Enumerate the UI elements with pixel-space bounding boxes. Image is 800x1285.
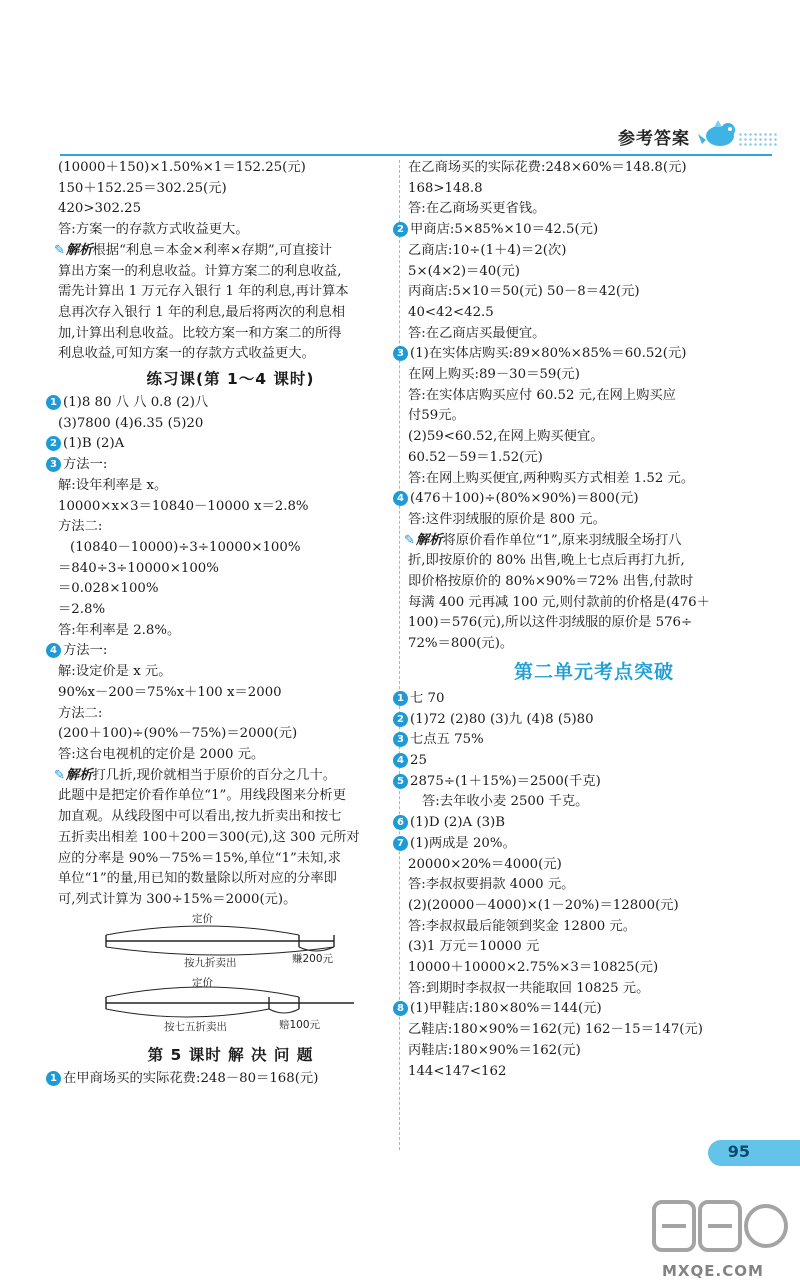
text-line: 答:这台电视机的定价是 2000 元。	[58, 746, 265, 762]
text-line: 付59元。	[408, 408, 465, 424]
question-number-badge: 1	[46, 1071, 61, 1086]
text-line: 100)＝576(元),所以这件羽绒服的原价是 576÷	[408, 615, 693, 631]
text-line: 40<42<42.5	[408, 304, 494, 320]
question-number-badge: 4	[46, 643, 61, 658]
answer-text: 甲商店:5×85%×10＝42.5(元)	[410, 222, 599, 238]
question-line	[397, 751, 780, 772]
text-line: 丙鞋店:180×90%＝162(元)	[408, 1042, 581, 1058]
text-line: (3)1 万元＝10000 元	[408, 939, 540, 955]
text-line: 加,计算出利息收益。比较方案一和方案二的所得	[58, 325, 342, 341]
text-line: 乙鞋店:180×90%＝162(元) 162－15＝147(元)	[408, 1022, 703, 1038]
text-line: 10000＋10000×2.75%×3＝10825(元)	[408, 960, 659, 976]
text-line: 方法二:	[58, 519, 103, 535]
text-line: 丙商店:5×10＝50(元) 50－8＝42(元)	[408, 284, 640, 300]
text-line: 答:年利率是 2.8%。	[58, 622, 181, 638]
text-line: (200＋100)÷(90%－75%)＝2000(元)	[58, 726, 298, 742]
text-line: 方法二:	[58, 705, 103, 721]
pencil-icon: ✎	[404, 532, 415, 548]
question-number-badge: 1	[46, 395, 61, 410]
text-line: 此题中是把定价看作单位“1”。用线段图来分析更	[58, 788, 346, 804]
analysis-tag: 解析	[415, 532, 443, 548]
answer-text: 2875÷(1＋15%)＝2500(千克)	[410, 773, 601, 789]
answer-text: 七点五 75%	[410, 732, 484, 748]
text-line: 每满 400 元再减 100 元,则付款前的价格是(476＋	[408, 594, 710, 610]
text-line: ＝0.028×100%	[58, 581, 159, 597]
text-line: 10000×x×3＝10840－10000 x＝2.8%	[58, 498, 309, 514]
header-dots	[738, 132, 778, 146]
text-line: 算出方案一的利息收益。计算方案二的利息收益,	[58, 263, 342, 279]
question-number-badge: 7	[393, 836, 408, 851]
answer-text: (1)D (2)A (3)B	[410, 815, 505, 831]
answer-text: 方法一:	[63, 457, 108, 473]
pencil-icon: ✎	[54, 242, 65, 258]
header-title: 参考答案	[618, 129, 690, 149]
answer-text: 方法一:	[63, 643, 108, 659]
question-number-badge: 2	[393, 222, 408, 237]
question-line	[397, 772, 780, 793]
question-number-badge: 2	[46, 436, 61, 451]
answer-text: (1)72 (2)80 (3)九 (4)8 (5)80	[410, 711, 594, 727]
question-number-badge: 8	[393, 1001, 408, 1016]
text-line: 168>148.8	[408, 180, 483, 196]
question-line	[397, 489, 780, 510]
text-line: (2)(20000－4000)×(1－20%)＝12800(元)	[408, 897, 679, 913]
question-line	[397, 834, 780, 855]
analysis-text: 根据“利息＝本金×利率×存期”,可直接计	[92, 242, 333, 258]
text-line: (3)7800 (4)6.35 (5)20	[58, 415, 204, 431]
left-column	[50, 158, 403, 1089]
text-line: 答:李叔叔最后能领到奖金 12800 元。	[408, 918, 637, 934]
question-number-badge: 3	[393, 732, 408, 747]
text-line: 答:这件羽绒服的原价是 800 元。	[408, 511, 606, 527]
mascot-icon	[696, 118, 740, 152]
answer-text: (1)B (2)A	[63, 436, 125, 452]
answer-text: (476＋100)÷(80%×90%)＝800(元)	[410, 491, 639, 507]
text-line: 答:在乙商场买更省钱。	[408, 201, 546, 217]
text-line: 利息收益,可知方案一的存款方式收益更大。	[58, 346, 315, 362]
label-earn: 赚200元	[292, 952, 334, 965]
text-line: 单位“1”的量,用已知的数量除以所对应的分率即	[58, 871, 337, 887]
label-sell-75: 按七五折卖出	[164, 1020, 227, 1033]
brand-text: MXQE.COM	[662, 1262, 764, 1280]
right-column	[397, 158, 780, 1082]
answer-text: (1)甲鞋店:180×80%＝144(元)	[410, 1001, 602, 1017]
answer-text: (1)8 80 八 八 0.8 (2)八	[63, 395, 209, 411]
text-line: 5×(4×2)＝40(元)	[408, 263, 520, 279]
section-title: 练习课(第 1～4 课时)	[146, 370, 315, 389]
text-line: 72%＝800(元)。	[408, 636, 514, 652]
text-line: 答:在网上购买便宜,两种购买方式相差 1.52 元。	[408, 470, 695, 486]
section-title: 第 5 课时 解 决 问 题	[147, 1045, 314, 1064]
text-line: 加直观。从线段图中可以看出,按九折卖出和按七	[58, 809, 342, 825]
text-line: 144<147<162	[408, 1063, 507, 1079]
question-line	[397, 344, 780, 365]
text-line: (10840－10000)÷3÷10000×100%	[70, 539, 301, 555]
analysis-first-line	[404, 531, 780, 552]
label-price-top: 定价	[192, 912, 213, 925]
question-line	[50, 1069, 403, 1090]
text-line: 五折卖出相差 100＋200＝300(元),这 300 元所对	[58, 829, 360, 845]
question-line	[397, 689, 780, 710]
question-number-badge: 3	[393, 346, 408, 361]
answer-text: (1)在实体店购买:89×80%×85%＝60.52(元)	[410, 346, 687, 362]
text-line: 答:方案一的存款方式收益更大。	[58, 222, 249, 238]
question-line	[397, 220, 780, 241]
answer-text: 七 70	[410, 690, 445, 706]
line-segment-diagram	[104, 911, 404, 1041]
text-line: 答:李叔叔要捐款 4000 元。	[408, 877, 575, 893]
analysis-text: 打几折,现价就相当于原价的百分之几十。	[92, 767, 337, 783]
segment-diagram-svg	[104, 911, 404, 1041]
question-line	[50, 393, 403, 414]
question-line	[50, 455, 403, 476]
text-line: 解:设定价是 x 元。	[58, 664, 172, 680]
text-line: (10000＋150)×1.50%×1＝152.25(元)	[58, 160, 306, 175]
text-line: 折,即按原价的 80% 出售,晚上七点后再打九折,	[408, 553, 685, 569]
text-line: 420>302.25	[58, 201, 142, 217]
label-sell-90: 按九折卖出	[184, 956, 237, 969]
text-line: ＝840÷3÷10000×100%	[58, 560, 219, 576]
question-number-badge: 6	[393, 815, 408, 830]
question-number-badge: 4	[393, 753, 408, 768]
text-line: 可,列式计算为 300÷15%＝2000(元)。	[58, 891, 297, 907]
label-price-bottom: 定价	[192, 976, 213, 989]
analysis-first-line	[54, 766, 403, 787]
text-line: 需先计算出 1 万元存入银行 1 年的利息,再计算本	[58, 284, 349, 300]
answer-text: 25	[410, 752, 427, 768]
text-line: 20000×20%＝4000(元)	[408, 856, 562, 872]
text-line: 即价格按原价的 80%×90%＝72% 出售,付款时	[408, 574, 694, 590]
text-line: ＝2.8%	[58, 602, 106, 618]
question-line	[397, 813, 780, 834]
text-line: 息再次存入银行 1 年的利息,最后将两次的利息相	[58, 304, 346, 320]
header-rule	[60, 154, 772, 156]
page-number: 95	[727, 1142, 750, 1161]
page-header	[0, 118, 800, 158]
answer-text: (1)两成是 20%。	[410, 835, 516, 851]
answer-text: 在甲商场买的实际花费:248－80＝168(元)	[63, 1070, 319, 1086]
text-line: 答:去年收小麦 2500 千克。	[422, 794, 589, 810]
pencil-icon: ✎	[54, 767, 65, 783]
question-number-badge: 3	[46, 457, 61, 472]
analysis-first-line	[54, 241, 403, 262]
label-loss: 赔100元	[279, 1018, 321, 1031]
text-line: 答:在乙商店买最便宜。	[408, 325, 546, 341]
question-line	[397, 730, 780, 751]
question-number-badge: 5	[393, 774, 408, 789]
analysis-tag: 解析	[65, 767, 93, 783]
text-line: 60.52－59＝1.52(元)	[408, 449, 543, 465]
analysis-text: 将原价看作单位“1”,原来羽绒服全场打八	[442, 532, 682, 548]
question-line	[50, 641, 403, 662]
unit-title: 第二单元考点突破	[513, 660, 674, 683]
text-line: 150＋152.25＝302.25(元)	[58, 180, 227, 196]
text-line: 在乙商场买的实际花费:248×60%＝148.8(元)	[408, 160, 687, 175]
text-line: 在网上购买:89－30＝59(元)	[408, 367, 580, 383]
question-number-badge: 2	[393, 712, 408, 727]
question-line	[397, 999, 780, 1020]
text-line: 乙商店:10÷(1＋4)＝2(次)	[408, 242, 567, 258]
text-line: 90%x－200＝75%x＋100 x＝2000	[58, 684, 282, 700]
question-line	[50, 434, 403, 455]
text-line: 解:设年利率是 x。	[58, 477, 168, 493]
page-number-tab	[708, 1140, 800, 1166]
text-line: (2)59<60.52,在网上购买便宜。	[408, 429, 604, 445]
question-line	[397, 710, 780, 731]
text-line: 答:在实体店购买应付 60.52 元,在网上购买应	[408, 387, 676, 403]
analysis-tag: 解析	[65, 242, 93, 258]
question-number-badge: 1	[393, 691, 408, 706]
text-line: 答:到期时李叔叔一共能取回 10825 元。	[408, 980, 650, 996]
question-number-badge: 4	[393, 491, 408, 506]
text-line: 应的分率是 90%－75%＝15%,单位“1”未知,求	[58, 850, 341, 866]
